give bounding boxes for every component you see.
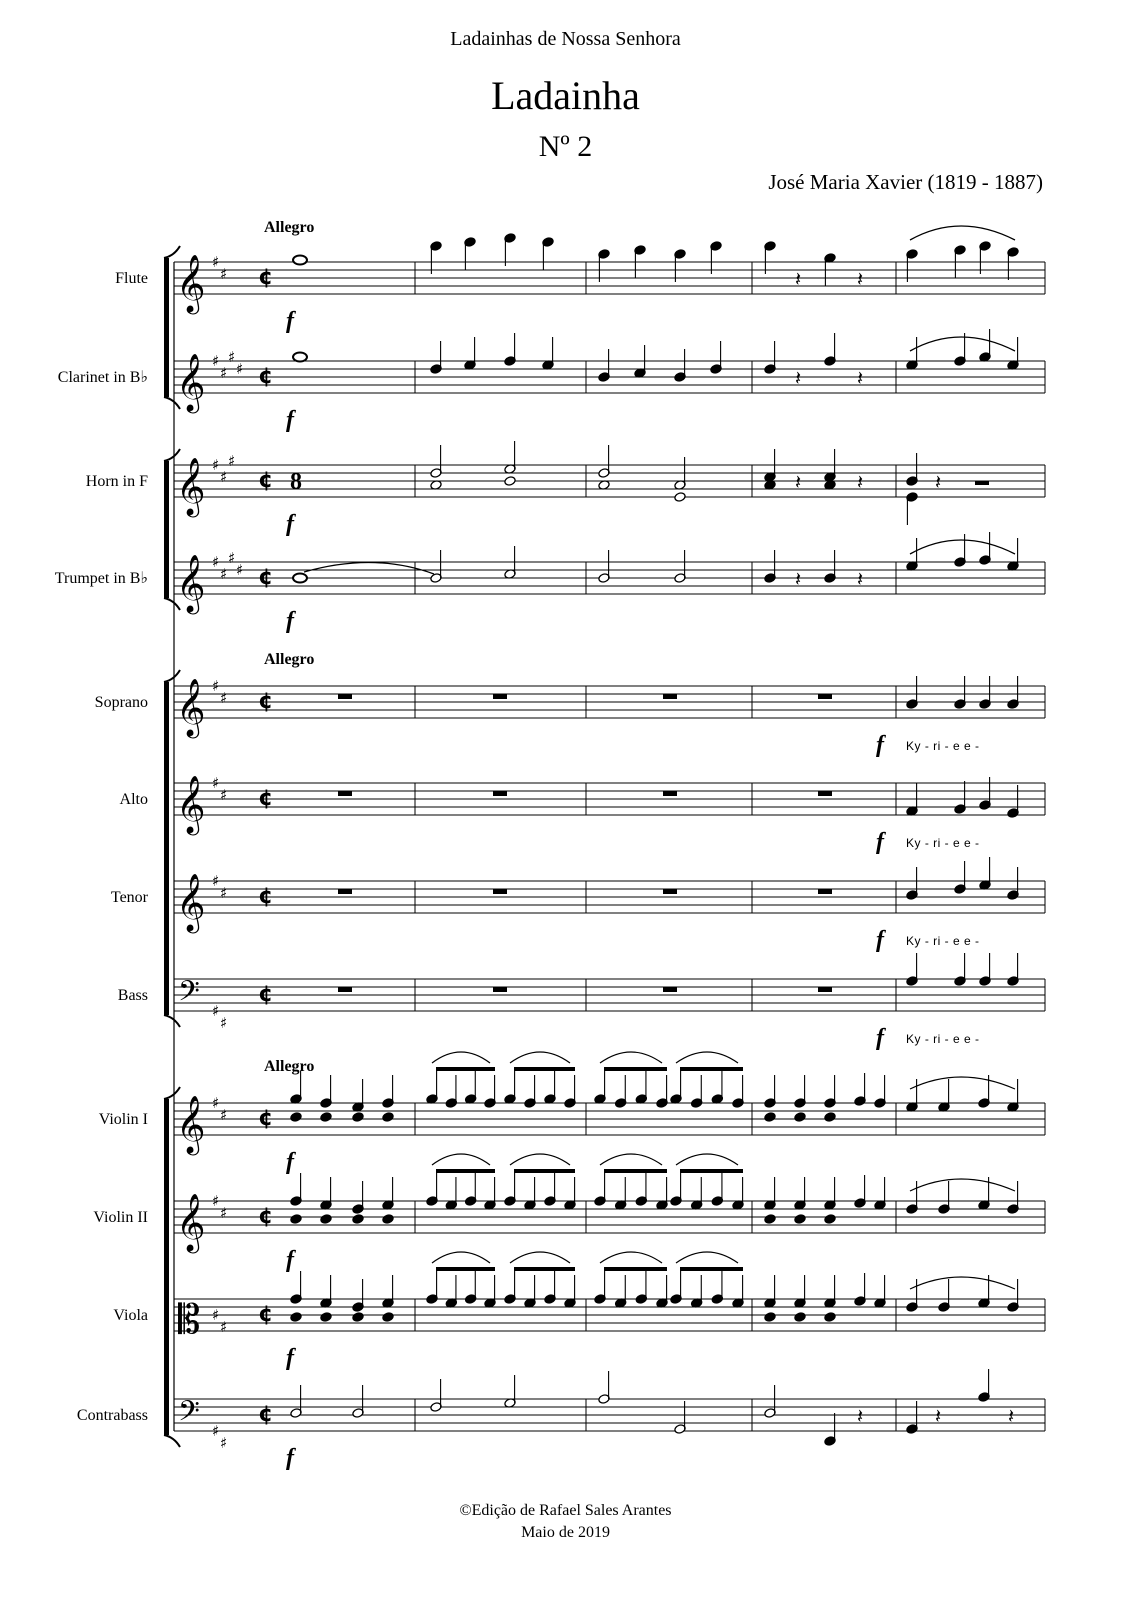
treble-clef-icon: 𝄞 (176, 254, 206, 312)
note-head (382, 1312, 394, 1323)
slur (676, 1154, 738, 1165)
whole-rest-icon (663, 791, 677, 796)
whole-rest-icon (818, 889, 832, 894)
cut-time-icon: ¢ (258, 468, 274, 493)
tempo-mark: Allegro (264, 219, 315, 236)
whole-rest-icon (663, 889, 677, 894)
note-head (764, 1214, 776, 1225)
note-head (290, 1312, 302, 1323)
quarter-rest-icon: 𝄽 (1008, 1404, 1015, 1428)
cut-time-icon: ¢ (258, 1106, 274, 1131)
bass-clef-icon: 𝄢 (178, 1395, 200, 1435)
sharp-icon: ♯ (220, 364, 228, 382)
cut-time-icon: ¢ (258, 689, 274, 714)
instrument-name: Horn in F (85, 473, 148, 490)
treble-clef-icon: 𝄞 (176, 873, 206, 931)
cut-time-icon: ¢ (258, 786, 274, 811)
bracket-hook-bottom-2 (164, 1015, 180, 1027)
sharp-icon: ♯ (212, 456, 220, 474)
treble-clef-icon: 𝄞 (176, 353, 206, 411)
sharp-icon: ♯ (212, 1306, 220, 1324)
whole-rest-icon (338, 889, 352, 894)
bracket-1 (164, 461, 169, 598)
sharp-icon: ♯ (212, 677, 220, 695)
edition-credit: ©Edição de Rafael Sales Arantes (459, 1502, 672, 1519)
note-head (674, 492, 686, 503)
whole-rest-icon (818, 791, 832, 796)
bracket-0 (164, 258, 169, 397)
sharp-icon: ♯ (228, 348, 236, 366)
treble-clef-icon: 𝄞 (176, 1095, 206, 1153)
note-head (320, 1312, 332, 1323)
quarter-rest-icon: 𝄽 (795, 567, 802, 591)
note-head (382, 1112, 394, 1123)
whole-rest-icon (493, 694, 507, 699)
note-head (764, 1312, 776, 1323)
quarter-rest-icon: 𝄽 (857, 267, 864, 291)
beam (436, 1067, 495, 1071)
slur (432, 1052, 490, 1063)
cut-time-icon: ¢ (258, 265, 274, 290)
slur (910, 540, 1015, 554)
slur (676, 1252, 738, 1263)
slur (432, 1252, 490, 1263)
quarter-rest-icon: 𝄽 (795, 267, 802, 291)
dynamic-forte: f (876, 829, 884, 855)
beam (604, 1267, 667, 1271)
cut-time-icon: ¢ (258, 1402, 274, 1427)
sharp-icon: ♯ (220, 786, 228, 804)
instrument-name: Trumpet in B♭ (54, 570, 148, 587)
cut-time-icon: ¢ (258, 1302, 274, 1327)
treble-clef-icon: 𝄞 (176, 457, 206, 515)
slur (432, 1154, 490, 1165)
note-head (320, 1214, 332, 1225)
treble-clef-icon: 𝄞 (176, 1193, 206, 1251)
half-rest-icon (975, 481, 989, 485)
cut-time-icon: ¢ (258, 982, 274, 1007)
slur (600, 1252, 662, 1263)
sharp-icon: ♯ (212, 872, 220, 890)
instrument-name: Clarinet in B♭ (57, 369, 148, 386)
dynamic-forte: f (876, 927, 884, 953)
quarter-rest-icon: 𝄽 (795, 366, 802, 390)
dynamic-forte: f (286, 1345, 294, 1371)
dynamic-forte: f (286, 1149, 294, 1175)
instrument-name: Violin I (98, 1111, 148, 1128)
cut-time-icon: ¢ (258, 884, 274, 909)
beam (436, 1169, 495, 1173)
instrument-name: Violin II (93, 1209, 148, 1226)
piece-title: Ladainha (491, 73, 640, 118)
sharp-icon: ♯ (228, 452, 236, 470)
sharp-icon: ♯ (220, 884, 228, 902)
quarter-rest-icon: 𝄽 (935, 1404, 942, 1428)
whole-rest-icon (338, 694, 352, 699)
sharp-icon: ♯ (220, 1106, 228, 1124)
sharp-icon: ♯ (220, 1318, 228, 1336)
slur (600, 1052, 662, 1063)
instrument-name: Viola (113, 1307, 148, 1324)
sharp-icon: ♯ (220, 468, 228, 486)
note-head (290, 1214, 302, 1225)
sharp-icon: ♯ (212, 352, 220, 370)
sharp-icon: ♯ (220, 689, 228, 707)
dynamic-forte: f (286, 1445, 294, 1471)
whole-rest-icon (818, 694, 832, 699)
sharp-icon: ♯ (236, 561, 244, 579)
lyric-line: Ky - ri - e e - (906, 934, 980, 948)
cut-time-icon: ¢ (258, 364, 274, 389)
note-head (824, 1112, 836, 1123)
dynamic-forte: f (876, 1025, 884, 1051)
dynamic-forte: f (286, 511, 294, 537)
bracket-2 (164, 682, 169, 1015)
beam (514, 1267, 575, 1271)
bass-clef-icon: 𝄢 (178, 975, 200, 1015)
beam (680, 1267, 743, 1271)
whole-rest-icon (663, 694, 677, 699)
slur (510, 1154, 570, 1165)
note-head (824, 1312, 836, 1323)
note-head (382, 1214, 394, 1225)
quarter-rest-icon: 𝄽 (857, 1404, 864, 1428)
cut-time-icon: ¢ (258, 565, 274, 590)
note-head (352, 1214, 364, 1225)
slur (910, 337, 1015, 351)
tempo-mark: Allegro (264, 1058, 315, 1075)
beam (514, 1169, 575, 1173)
instrument-name: Bass (117, 987, 148, 1004)
instrument-name: Tenor (110, 889, 148, 906)
whole-rest-icon (493, 889, 507, 894)
lyric-line: Ky - ri - e e - (906, 1032, 980, 1046)
lyric-line: Ky - ri - e e - (906, 739, 980, 753)
note-head (794, 1214, 806, 1225)
slur (910, 1277, 1015, 1289)
bracket-3 (164, 1099, 169, 1435)
lyric-line: Ky - ri - e e - (906, 836, 980, 850)
dynamic-forte: f (286, 407, 294, 433)
dynamic-forte: f (286, 1247, 294, 1273)
alto-clef-icon: 𝄡 (178, 1297, 201, 1343)
sharp-icon: ♯ (220, 1204, 228, 1222)
slur (510, 1052, 570, 1063)
piece-number: Nº 2 (538, 130, 593, 163)
sharp-icon: ♯ (212, 253, 220, 271)
slur (676, 1052, 738, 1063)
treble-clef-icon: 𝄞 (176, 678, 206, 736)
sharp-icon: ♯ (220, 1014, 228, 1032)
note-head (352, 1312, 364, 1323)
octave-mark: 8 (290, 469, 302, 495)
instrument-name: Soprano (94, 694, 148, 711)
quarter-rest-icon: 𝄽 (795, 470, 802, 494)
treble-clef-icon: 𝄞 (176, 554, 206, 612)
slur (910, 1077, 1015, 1089)
cut-time-icon: ¢ (258, 1204, 274, 1229)
slur (510, 1252, 570, 1263)
edition-date: Maio de 2019 (521, 1524, 610, 1541)
whole-rest-icon (493, 791, 507, 796)
instrument-name: Alto (119, 791, 148, 808)
dynamic-forte: f (876, 732, 884, 758)
treble-clef-icon: 𝄞 (176, 775, 206, 833)
sharp-icon: ♯ (212, 1422, 220, 1440)
beam (680, 1067, 743, 1071)
note-head (794, 1112, 806, 1123)
sharp-icon: ♯ (220, 265, 228, 283)
sharp-icon: ♯ (212, 774, 220, 792)
whole-note (293, 353, 307, 362)
note-head (504, 476, 516, 487)
whole-rest-icon (493, 987, 507, 992)
quarter-rest-icon: 𝄽 (857, 470, 864, 494)
collection-title: Ladainhas de Nossa Senhora (450, 28, 681, 50)
sharp-icon: ♯ (236, 360, 244, 378)
sharp-icon: ♯ (212, 553, 220, 571)
beam (680, 1169, 743, 1173)
note-head (824, 1214, 836, 1225)
sharp-icon: ♯ (220, 1434, 228, 1452)
quarter-rest-icon: 𝄽 (857, 366, 864, 390)
composer-credit: José Maria Xavier (1819 - 1887) (768, 170, 1043, 194)
whole-rest-icon (818, 987, 832, 992)
instrument-name: Contrabass (76, 1407, 148, 1424)
instrument-name: Flute (115, 270, 148, 287)
whole-note (293, 574, 307, 583)
whole-rest-icon (338, 791, 352, 796)
sharp-icon: ♯ (212, 1002, 220, 1020)
whole-rest-icon (663, 987, 677, 992)
beam (436, 1267, 495, 1271)
quarter-rest-icon: 𝄽 (935, 470, 942, 494)
slur (910, 226, 1015, 240)
whole-note (293, 256, 307, 265)
note-head (764, 1112, 776, 1123)
note-head (290, 1112, 302, 1123)
slur (600, 1154, 662, 1165)
beam (514, 1067, 575, 1071)
sharp-icon: ♯ (220, 565, 228, 583)
dynamic-forte: f (286, 608, 294, 634)
note-head (794, 1312, 806, 1323)
beam (604, 1169, 667, 1173)
whole-rest-icon (338, 987, 352, 992)
slur (910, 1179, 1015, 1191)
tempo-mark: Allegro (264, 651, 315, 668)
sharp-icon: ♯ (228, 549, 236, 567)
bracket-hook-bottom-3 (164, 1435, 180, 1447)
note-head (320, 1112, 332, 1123)
sharp-icon: ♯ (212, 1094, 220, 1112)
sharp-icon: ♯ (212, 1192, 220, 1210)
beam (604, 1067, 667, 1071)
quarter-rest-icon: 𝄽 (857, 567, 864, 591)
dynamic-forte: f (286, 308, 294, 334)
note-head (352, 1112, 364, 1123)
